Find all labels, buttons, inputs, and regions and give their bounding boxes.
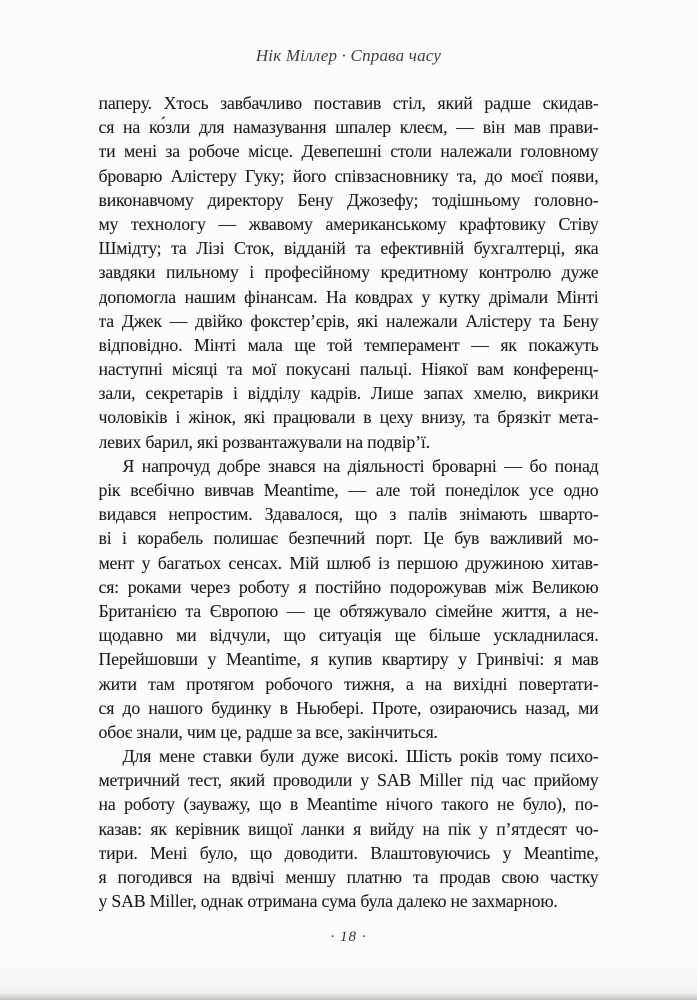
body-line: Шмідту; та Лізі Сток, відданій та ефективній бухгалтерці, яка <box>98 238 599 259</box>
body-line: казав: як керівник вищої ланки я вийду на пік у п’ятдесят чо- <box>98 818 599 839</box>
body-line: метричний тест, який проводили у SAB Miller під час прийому <box>98 770 599 791</box>
body-line: рік всебічно вивчав Meantime, — але той понеділок усе одно <box>98 480 599 500</box>
body-line: ти мені за робоче місце. Девепешні столи належали головному <box>98 141 599 162</box>
body-line: жити там протягом робочого тижня, а на вихідні повертати- <box>98 673 599 694</box>
body-line: тири. Мені було, що доводити. Влаштовуючись у Meantime, <box>98 842 599 863</box>
body-line: завдяки пильному і професійному кредитному контролю дуже <box>98 262 599 283</box>
page-number: · 18 · <box>330 929 367 946</box>
body-line: ся: роками через роботу я постійно подорожував між Великою <box>98 576 599 597</box>
body-line: ві і корабель полишає безпечний порт. Це був важливий мо- <box>98 528 599 549</box>
body-line: Британією та Європою — це обтяжувало сімейне життя, а не- <box>98 600 599 621</box>
body-line: ся на ко́зли для намазування шпалер клеєм, — він мав прави- <box>98 117 599 138</box>
body-line: я погодився на вдвічі меншу платню та продав свою частку <box>98 867 599 887</box>
body-line: мент у багатьох сенсах. Мій шлюб із першою дружиною хитав- <box>98 552 599 573</box>
body-line: допомогла нашим фінансам. На ковдрах у кутку дрімали Мінті <box>98 286 599 307</box>
body-line: му технологу — жвавому американському крафтовику Стіву <box>98 213 599 234</box>
body-line: чоловіків і жінок, які працювали в цеху внизу, та брязкіт мета- <box>98 407 599 428</box>
body-line: зали, секретарів і відділу кадрів. Лише запах хмелю, викрики <box>98 383 599 404</box>
body-line: у SAB Miller, однак отримана сума була далеко не захмарною. <box>98 891 558 912</box>
body-line: ся до нашого будинку в Ньюбері. Проте, озираючись назад, ми <box>98 697 599 718</box>
body-line: на роботу (зауважу, що в Meantime нічого такого не було), по- <box>98 794 599 815</box>
body-line: Перейшовши у Meantime, я купив квартиру у Гринвічі: я мав <box>98 649 599 670</box>
body-line: наступні місяці та мої покусані пальці. Ніякої вам конференц- <box>98 359 599 380</box>
body-line: та Джек — двійко фокстер’єрів, які належали Алістеру та Бену <box>98 310 599 331</box>
body-line: видався непростим. Здавалося, що з палів знімають шварто- <box>98 504 599 525</box>
body-line: обоє знали, чим це, радше за все, закінчиться. <box>98 721 438 742</box>
running-header: Нік Міллер · Справа часу <box>255 46 442 65</box>
body-line: броварю Алістеру Гуку; його співзасновнику та, до моєї появи, <box>98 165 599 186</box>
body-line: відповідно. Мінті мала ще той темперамент — як покажуть <box>98 334 599 355</box>
body-line: виконавчому директору Бену Джозефу; тодішньому головно- <box>98 189 599 210</box>
body-line: паперу. Хтось завбачливо поставив стіл, який радше скидав- <box>98 93 599 113</box>
body-line: Я напрочуд добре знався на діяльності броварні — бо понад <box>122 455 599 476</box>
body-line: левих барил, які розвантажували на подвір’ї. <box>98 431 430 452</box>
body-line: Для мене ставки були дуже високі. Шість років тому психо- <box>122 746 599 767</box>
scan-shadow <box>0 993 697 1000</box>
body-line: щодавно ми відчули, що ситуація ще більше ускладнилася. <box>98 625 599 646</box>
body-text <box>99 91 599 913</box>
